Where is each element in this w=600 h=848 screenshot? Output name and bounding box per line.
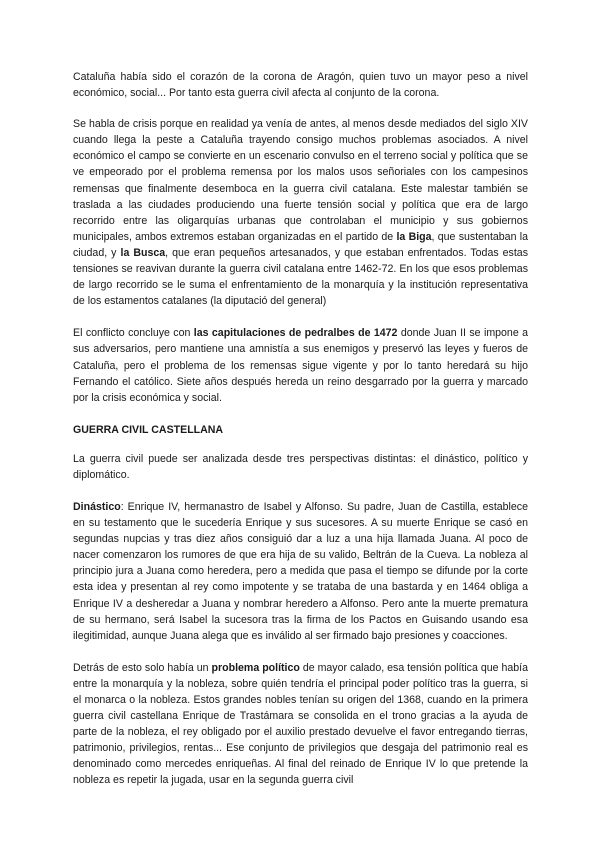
paragraph-problema-politico [73, 660, 528, 789]
paragraph-text: El conflicto concluye con [73, 327, 194, 340]
bold-term-biga: la Biga [396, 230, 432, 243]
bold-term-capitulaciones: las capitulaciones de pedralbes de 1472 [193, 327, 398, 340]
section-heading: GUERRA CIVIL CASTELLANA [73, 423, 224, 436]
paragraph-text: La guerra civil puede ser analizada desde tres perspectivas distintas: el dinástico, político y diplomático. [73, 452, 528, 481]
bold-term-dinastico: Dinástico [73, 500, 121, 513]
paragraph-text: , que sustentaban la ciudad, y [73, 230, 528, 259]
paragraph-text: donde Juan II se impone a sus adversarios, pero mantiene una amnistía a sus enemigos y preservó las leyes y fueros de Cataluña, pero el problema de los remensas sigue vigente y por lo tanto heredará su hijo Fernando el católico. Siete años después hereda un reino desgarrado por la guerra y marcado por la crisis económica y social. [73, 327, 528, 404]
paragraph-text: de mayor calado, esa tensión política que había entre la monarquía y la nobleza, sobre quién tendría el principal poder político tras la guerra, si el monarca o la nobleza. Estos grandes nobles tenían su origen del 1368, cuando en la primera guerra civil castellana Enrique de Trastámara se consolida en el trono gracias a la ayuda de parte de la nobleza, el rey obligado por el auxilio prestado devuelve el favor entregando tierras, patrimonio, privilegios, rentas... Ese conjunto de privilegios que desgaja del patrimonio real es denominado como mercedes enriqueñas. Al final del reinado de Enrique IV lo que pretende la nobleza es repetir la jugada, usar en la segunda guerra civil [73, 661, 528, 787]
paragraph-perspectivas [73, 451, 528, 483]
paragraph-cataluna-corona [73, 69, 528, 101]
bold-term-problema-politico: problema político [211, 661, 300, 674]
paragraph-text: , que eran pequeños artesanados, y que estaban enfrentados. Todas estas tensiones se reavivan durante la guerra civil catalana entre 1462-72. En los que esos problemas de largo recorrido se le suma el enfrentamiento de la monarquía y la institución representativa de los estamentos catalanes (la diputació del general) [73, 246, 528, 308]
bold-term-busca: la Busca [120, 246, 166, 259]
paragraph-text: Detrás de esto solo había un [73, 661, 212, 674]
paragraph-conflicto-concluye [73, 325, 528, 405]
paragraph-dinastico [73, 499, 528, 644]
paragraph-text: Se habla de crisis porque en realidad ya venía de antes, al menos desde mediados del siglo XIV cuando llega la peste a Cataluña trayendo consigo muchos problemas asociados. A nivel económico el campo se convierte en un escenario convulso en el terreno social y política que se ve empeorado por el problema remensa por los malos usos señoriales con los campesinos remensas que finalmente desemboca en la guerra civil catalana. Este malestar también se traslada a las ciudades produciendo una fuerte tensión social y política que era de largo recorrido entre las oligarquías urbanas que controlaban el municipio y sus gobiernos municipales, ambos extremos estaban organizadas en el partido de [73, 118, 528, 243]
document-body [73, 69, 528, 805]
paragraph-text: Cataluña había sido el corazón de la corona de Aragón, quien tuvo un mayor peso a nivel económico, social... Por tanto esta guerra civil afecta al conjunto de la corona. [73, 71, 528, 100]
paragraph-text: : Enrique IV, hermanastro de Isabel y Alfonso. Su padre, Juan de Castilla, establece en su testamento que le sucedería Enrique y sus sucesores. A su muerte Enrique se casó en segundas nupcias y tras diez años consiguió dar a luz a una hija llamada Juana. Al poco de nacer comenzaron los rumores de que era hija de su valido, Beltrán de la Cueva. La nobleza al principio jura a Juana como heredera, pero a medida que pasa el tiempo se difunde por la corte esta idea y presentan al rey como impotente y se trataba de una bastarda y en 1464 obliga a Enrique IV a desheredar a Juana y nombrar heredero a Alfonso. Pero ante la muerte prematura de su hermano, será Isabel la sucesora tras la firma de los Pactos en Guisando usando esa ilegitimidad, aunque Juana alega que es inválido al ser firmado bajo presiones y coacciones. [73, 500, 528, 642]
paragraph-crisis [73, 116, 528, 309]
